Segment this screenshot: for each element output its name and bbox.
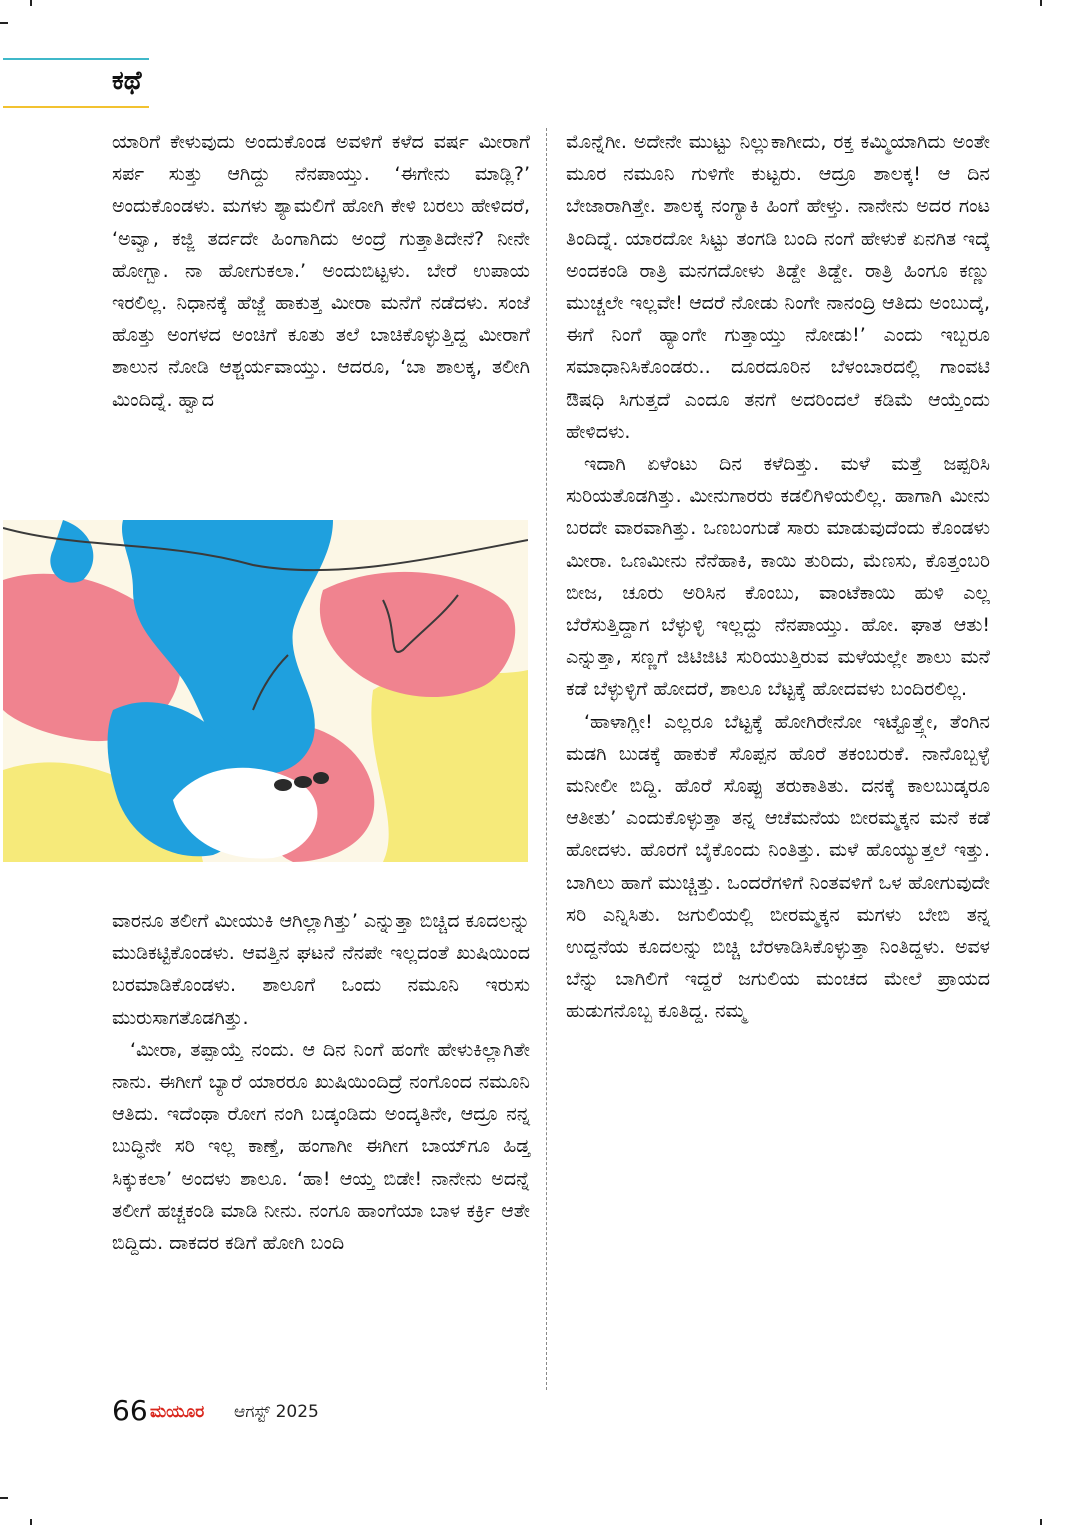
dark-spot [274,779,292,791]
illustration-art [3,520,528,862]
dark-spot [294,776,312,788]
page-number: 66 [112,1394,148,1427]
paragraph: ಯಾರಿಗೆ ಕೇಳುವುದು ಅಂದುಕೊಂಡ ಅವಳಿಗೆ ಕಳೆದ ವರ್ಷ ಮೀರಾಗೆ ಸರ್ಪ ಸುತ್ತು ಆಗಿದ್ದು ನೆನಪಾಯ್ತು. ‘ಈಗೇನು ಮಾಡ್ಲಿ?’ ಅಂದುಕೊಂಡಳು. ಮಗಳು ಶ್ಯಾಮಲಿಗೆ ಹೋಗಿ ಕೇಳಿ ಬರಲು ಹೇಳಿದರೆ, ‘ಅವ್ವಾ, ಕಜ್ಜಿ ತರ್ದದೇ ಹಿಂಗಾಗಿದು ಅಂದ್ರೆ ಗುತ್ತಾತಿದೇನೆ? ನೀನೇ ಹೋಗ್ಬಾ. ನಾ ಹೋಗುಕಲಾ.’ ಅಂದುಬಿಟ್ಟಳು. ಬೇರೆ ಉಪಾಯ ಇರಲಿಲ್ಲ. ನಿಧಾನಕ್ಕೆ ಹೆಜ್ಜೆ ಹಾಕುತ್ತ ಮೀರಾ ಮನೆಗೆ ನಡೆದಳು. ಸಂಜೆ ಹೊತ್ತು ಅಂಗಳದ ಅಂಚಿಗೆ ಕೂತು ತಲೆ ಬಾಚಿಕೊಳ್ಳುತ್ತಿದ್ದ ಮೀರಾಗೆ ಶಾಲುನ ನೋಡಿ ಆಶ್ಚರ್ಯವಾಯ್ತು. ಆದರೂ, ‘ಬಾ ಶಾಲಕ್ಕ, ತಲೀಗಿ ಮಿಂದಿದ್ನೆ. ಹ್ವಾದ [112,131,530,411]
paragraph: ವಾರನೂ ತಲೀಗೆ ಮೀಯುಕಿ ಆಗಿಲ್ಲಾಗಿತ್ತು’ ಎನ್ನುತ್ತಾ ಬಿಚ್ಚಿದ ಕೂದಲನ್ನು ಮುಡಿಕಟ್ಟಿಕೊಂಡಳು. ಆವತ್ತಿನ ಘಟನೆ ನೆನಪೇ ಇಲ್ಲದಂತೆ ಖುಷಿಯಿಂದ ಬರಮಾಡಿಕೊಂಡಳು. ಶಾಲೂಗೆ ಒಂದು ನಮೂನಿ ಇರುಸು ಮುರುಸಾಗತೊಡಗಿತ್ತು. [112,910,530,1029]
paragraph: ‘ಹಾಳಾಗ್ಲೀ! ಎಲ್ಲರೂ ಬೆಟ್ಟಕ್ಕೆ ಹೋಗಿರೇನೋ ಇಟ್ಟೊತ್ತ್ಗೇ, ತೆಂಗಿನ ಮಡಗಿ ಬುಡಕ್ಕೆ ಹಾಕುಕೆ ಸೊಪ್ಪನ ಹೊರೆ ತಕಂಬರುಕೆ. ನಾನೊಬ್ಬಳ್ಳೆ ಮನೀಲೀ ಬಿದ್ದಿ. ಹೊರೆ ಸೊಪ್ಪು ತರುಕಾತಿತು. ದನಕ್ಕೆ ಕಾಲಬುಡ್ಕರೂ ಆತೀತು’ ಎಂದುಕೊಳ್ಳುತ್ತಾ ತನ್ನ ಆಚೆಮನೆಯ ಬೀರಮ್ಮಕ್ಕನ ಮನೆ ಕಡೆ ಹೋದಳು. ಹೊರಗೆ ಬೈಕೊಂದು ನಿಂತಿತ್ತು. ಮಳೆ ಹೊಯ್ಯುತ್ತಲೆ ಇತ್ತು. ಬಾಗಿಲು ಹಾಗೆ ಮುಚ್ಚಿತ್ತು. ಒಂದರೆಗಳಿಗೆ ನಿಂತವಳಿಗೆ ಒಳ ಹೋಗುವುದೇ ಸರಿ ಎನ್ನಿಸಿತು. ಜಗುಲಿಯಲ್ಲಿ ಬೀರಮ್ಮಕ್ಕನ ಮಗಳು ಬೇಬಿ ತನ್ನ ಉದ್ದನೆಯ ಕೂದಲನ್ನು ಬಿಚ್ಚಿ ಬೆರಳಾಡಿಸಿಕೊಳ್ಳುತ್ತಾ ನಿಂತಿದ್ದಳು. ಅವಳ ಬೆನ್ನು ಬಾಗಿಲಿಗೆ ಇದ್ದರೆ ಜಗುಲಿಯ ಮಂಚದ ಮೇಲೆ ಪ್ರಾಯದ ಹುಡುಗನೊಬ್ಬ ಕೂತಿದ್ದ. ನಮ್ಮ [566,710,990,1023]
crop-mark [1040,1519,1042,1525]
crop-mark [1040,0,1042,6]
left-column-top [112,126,530,416]
story-illustration [3,520,528,862]
crop-mark [0,1497,8,1499]
section-rule-top [3,58,149,60]
paragraph: ‘ಮೀರಾ, ತಪ್ಪಾಯ್ತೆ ನಂದು. ಆ ದಿನ ನಿಂಗೆ ಹಂಗೇ ಹೇಳುಕಿಲ್ಲಾಗಿತೇ ನಾನು. ಈಗೀಗೆ ಬ್ಯಾರೆ ಯಾರರೂ ಖುಷಿಯಿಂದಿದ್ರೆ ನಂಗೊಂದ ನಮೂನಿ ಆತಿದು. ಇದೆಂಥಾ ರೋಗ ನಂಗಿ ಬಡ್ಕಂಡಿದು ಅಂದ್ಕತಿನೇ, ಆದ್ರೂ ನನ್ನ ಬುದ್ಧಿನೇ ಸರಿ ಇಲ್ಲ ಕಾಣ್ತೆ, ಹಂಗಾಗೀ ಈಗೀಗ ಬಾಯ್‌ಗೂ ಹಿಡ್ತ ಸಿಕ್ಕುಕಲಾ’ ಅಂದಳು ಶಾಲೂ. ‘ಹಾ! ಆಯ್ತ ಬಿಡೇ! ನಾನೇನು ಅದನ್ನೆ ತಲೀಗೆ ಹಚ್ಚಕಂಡಿ ಮಾಡಿ ನೀನು. ನಂಗೂ ಹಾಂಗೆಯಾ ಬಾಳ ಕರ್ಕ್ರಿ ಆತೇ ಬಿದ್ದಿದು. ದಾಕದರ ಕಡಿಗೆ ಹೋಗಿ ಬಂದಿ [112,1038,530,1255]
left-column-bottom [112,905,530,1259]
crop-mark [0,22,8,24]
dark-spot [313,772,329,784]
magazine-name: ಮಯೂರ [150,1402,205,1422]
crop-mark [30,0,32,6]
issue-date: ಆಗಸ್ಟ್ 2025 [234,1402,319,1422]
section-rule-bottom [3,106,149,108]
paragraph: ಇದಾಗಿ ಏಳೆಂಟು ದಿನ ಕಳೆದಿತ್ತು. ಮಳೆ ಮತ್ತೆ ಜಪ್ಪರಿಸಿ ಸುರಿಯತೊಡಗಿತ್ತು. ಮೀನುಗಾರರು ಕಡಲಿಗಿಳಿಯಲಿಲ್ಲ. ಹಾಗಾಗಿ ಮೀನು ಬರದೇ ವಾರವಾಗಿತ್ತು. ಒಣಬಂಗುಡೆ ಸಾರು ಮಾಡುವುದೆಂದು ಕೊಂಡಳು ಮೀರಾ. ಒಣಮೀನು ನೆನೆಹಾಕಿ, ಕಾಯಿ ತುರಿದು, ಮೆಣಸು, ಕೊತ್ತಂಬರಿ ಬೀಜ, ಚೂರು ಅರಿಸಿನ ಕೊಂಬು, ವಾಂಟೆಕಾಯಿ ಹುಳಿ ಎಲ್ಲ ಬೆರೆಸುತ್ತಿದ್ದಾಗ ಬೆಳ್ಳುಳ್ಳಿ ಇಲ್ಲದ್ದು ನೆನಪಾಯ್ತು. ಹೋ. ಘಾತ ಆತು! ಎನ್ನುತ್ತಾ, ಸಣ್ಣಗೆ ಜಿಟಿಜಿಟಿ ಸುರಿಯುತ್ತಿರುವ ಮಳೆಯಲ್ಲೇ ಶಾಲು ಮನೆ ಕಡೆ ಬೆಳ್ಳುಳ್ಳಿಗೆ ಹೋದರೆ, ಶಾಲೂ ಬೆಟ್ಟಕ್ಕೆ ಹೋದವಳು ಬಂದಿರಲಿಲ್ಲ. [566,453,990,701]
column-divider [546,128,547,1390]
right-column [566,126,990,1028]
crop-mark [30,1519,32,1525]
section-label: ಕಥೆ [112,66,142,96]
paragraph: ಮೊನ್ನೆಗೀ. ಅದೇನೇ ಮುಟ್ಟು ನಿಲ್ಲುಕಾಗೀದು, ರಕ್ತ ಕಮ್ಮಿಯಾಗಿದು ಅಂತೇ ಮೂರ ನಮೂನಿ ಗುಳಿಗೇ ಕುಟ್ಟರು. ಆದ್ರೂ ಶಾಲಕ್ಕ! ಆ ದಿನ ಬೇಜಾರಾಗಿತ್ತೇ. ಶಾಲಕ್ಕ ನಂಗ್ಯಾಕಿ ಹಿಂಗೆ ಹೇಳ್ತು. ನಾನೇನು ಅದರ ಗಂಟ ತಿಂದಿದ್ನೆ. ಯಾರದೋ ಸಿಟ್ಟು ತಂಗಡಿ ಬಂದಿ ನಂಗೆ ಹೇಳುಕೆ ಏನಗಿತ ಇದ್ಕೆ ಅಂದಕಂಡಿ ರಾತ್ರಿ ಮನಗದೋಳು ತಿಡ್ದೇ ತಿಡ್ದೇ. ರಾತ್ರಿ ಹಿಂಗೂ ಕಣ್ಣು ಮುಚ್ಚಲೇ ಇಲ್ಲವೇ! ಆದರೆ ನೋಡು ನಿಂಗೇ ನಾನಂದ್ರಿ ಆತಿದು ಅಂಬುದ್ಕೆ, ಈಗೆ ನಿಂಗೆ ಹ್ಯಾಂಗೇ ಗುತ್ತಾಯ್ತು ನೋಡು!’ ಎಂದು ಇಬ್ಬರೂ ಸಮಾಧಾನಿಸಿಕೊಂಡರು.. ದೂರದೂರಿನ ಬೆಳಂಬಾರದಲ್ಲಿ ಗಾಂವಟಿ ಔಷಧಿ ಸಿಗುತ್ತದೆ ಎಂದೂ ತನಗೆ ಅದರಿಂದಲೆ ಕಡಿಮೆ ಆಯ್ತೆಂದು ಹೇಳಿದಳು. [566,131,990,443]
yellow-patch [371,670,528,862]
